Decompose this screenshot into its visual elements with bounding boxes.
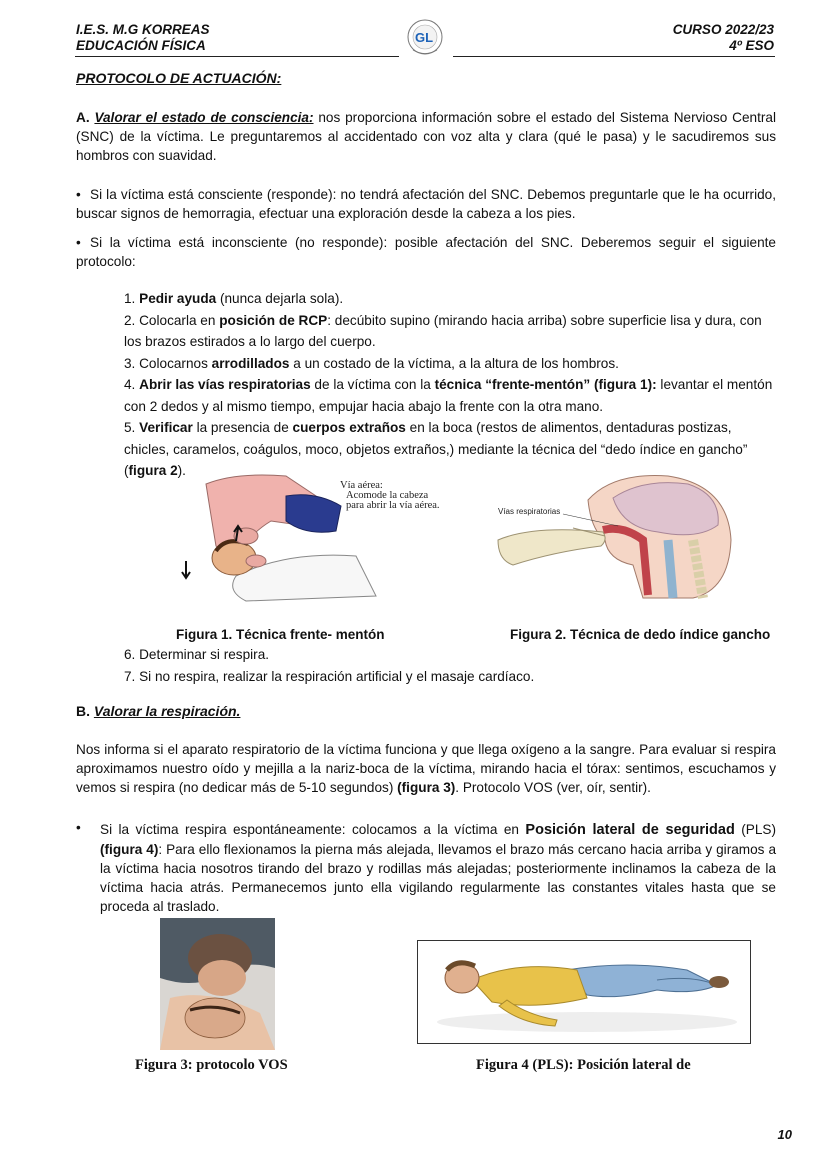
- figure-1-caption: Figura 1. Técnica frente- mentón: [176, 627, 385, 642]
- section-b-paragraph: Nos informa si el aparato respiratorio de la víctima funciona y que llega oxígeno a la sangre. Para evaluar si respira aproximamos nuestro oído y mejilla a la nariz-boca de la víctima, mirando hacia el tórax: sentimos, escuchamos y vemos si respira (no dedicar más de 5-10 segundos) (figura 3). Protocolo VOS (ver, oír, sentir).: [76, 742, 776, 795]
- figure-1-label-2: Acomode la cabeza: [346, 490, 429, 501]
- section-a-heading: Valorar el estado de consciencia:: [94, 110, 314, 125]
- header-right: [673, 22, 774, 54]
- figure-1-label-1: Vía aérea:: [340, 480, 383, 491]
- figure-1-label-3: para abrir la vía aérea.: [346, 500, 440, 511]
- section-a-intro: [76, 108, 776, 165]
- bullet-conscious: • Si la víctima está consciente (responde): no tendrá afectación del SNC. Debemos preguntarle que le ha ocurrido, buscar signos de hemorragia, efectuar una exploración desde la cabeza a los pies.: [76, 187, 776, 221]
- section-b-letter: B.: [76, 703, 90, 719]
- figure-2-label: Vías respiratorias: [498, 507, 561, 516]
- page-number: 10: [777, 1127, 792, 1142]
- section-b-heading: [76, 703, 240, 719]
- protocol-steps-cont: [124, 644, 778, 687]
- step-2: 2. Colocarla en posición de RCP: decúbito supino (mirando hacia arriba) sobre superficie lisa y dura, con los brazos estirados a lo largo del cuerpo.: [124, 312, 762, 349]
- figure-2-caption: Figura 2. Técnica de dedo índice gancho: [510, 627, 771, 642]
- subject-name: EDUCACIÓN FÍSICA: [76, 38, 206, 53]
- figure-4-caption: Figura 4 (PLS): Posición lateral de: [476, 1057, 691, 1073]
- bullet-conscious-text: Si la víctima está consciente (responde): no tendrá afectación del SNC. Debemos preguntarle que le ha ocurrido, buscar signos de hemorragia, efectuar una exploración desde la cabeza a los pies.: [76, 187, 776, 221]
- section-a-text: nos proporciona información sobre el estado del Sistema Nervioso Central (SNC) de la víctima. Le preguntaremos al accidentado con voz alta y clara (qué le pasa) y le sacudiremos sus hombros con suavidad.: [76, 110, 776, 163]
- figure-3-caption: Figura 3: protocolo VOS: [135, 1057, 288, 1073]
- step-3: 3. Colocarnos arrodillados a un costado de la víctima, a la altura de los hombros.: [124, 355, 619, 371]
- protocol-steps: [124, 288, 778, 482]
- header-rule-right: [453, 56, 775, 57]
- section-b-title: Valorar la respiración.: [93, 703, 241, 719]
- header-rule-left: [75, 56, 399, 57]
- step-1: 1. Pedir ayuda (nunca dejarla sola).: [124, 291, 344, 306]
- bullet-unconscious: • Si la víctima está inconsciente (no responde): posible afectación del SNC. Deberemos seguir el siguiente protocolo:: [76, 235, 776, 269]
- header-left: [76, 22, 210, 54]
- bullet-unconscious-text: Si la víctima está inconsciente (no responde): posible afectación del SNC. Deberemos seguir el siguiente protocolo:: [76, 235, 776, 269]
- bullet-pls: • Si la víctima respira espontáneamente: colocamos a la víctima en Posición lateral de seguridad (PLS) (figura 4): Para ello flexionamos la pierna más alejada, llevamos el brazo más cercano hacia arriba y giramos a la víctima hacia nosotros tirando del brazo y rodillas más alejadas; posteriormente inclinamos la cabeza de la víctima hacia atrás. Permanecemos junto ella vigilando regularmente las constantes vitales hasta que se proceda al traslado.: [76, 820, 777, 914]
- section-a-letter: A.: [76, 110, 90, 125]
- step-6: 6. Determinar si respira.: [124, 647, 270, 662]
- school-name: I.E.S. M.G KORREAS: [76, 22, 210, 37]
- school-logo: [401, 17, 449, 59]
- step-5: 5. Verificar la presencia de cuerpos extraños en la boca (restos de alimentos, dentaduras postizas, chicles, caramelos, coágulos, moco, objetos extraños,) mediante la técnica del “dedo índice en gancho” (figura 2).: [124, 420, 748, 478]
- level-label: 4º ESO: [729, 38, 774, 53]
- course-label: CURSO 2022/23: [672, 22, 774, 37]
- step-7: 7. Si no respira, realizar la respiración artificial y el masaje cardíaco.: [124, 668, 535, 684]
- figure-2-image: [493, 470, 743, 605]
- figure-4-image: [417, 940, 751, 1044]
- logo-text: GL: [415, 30, 434, 45]
- step-4: 4. Abrir las vías respiratorias de la víctima con la técnica “frente-mentón” (figura 1): levantar el mentón con 2 dedos y al mismo tiempo, empujar hacia abajo la frente con la otra mano.: [124, 377, 773, 414]
- figure-3-image: [160, 918, 275, 1050]
- figure-1-image: [176, 466, 466, 606]
- section-title: PROTOCOLO DE ACTUACIÓN:: [76, 70, 282, 86]
